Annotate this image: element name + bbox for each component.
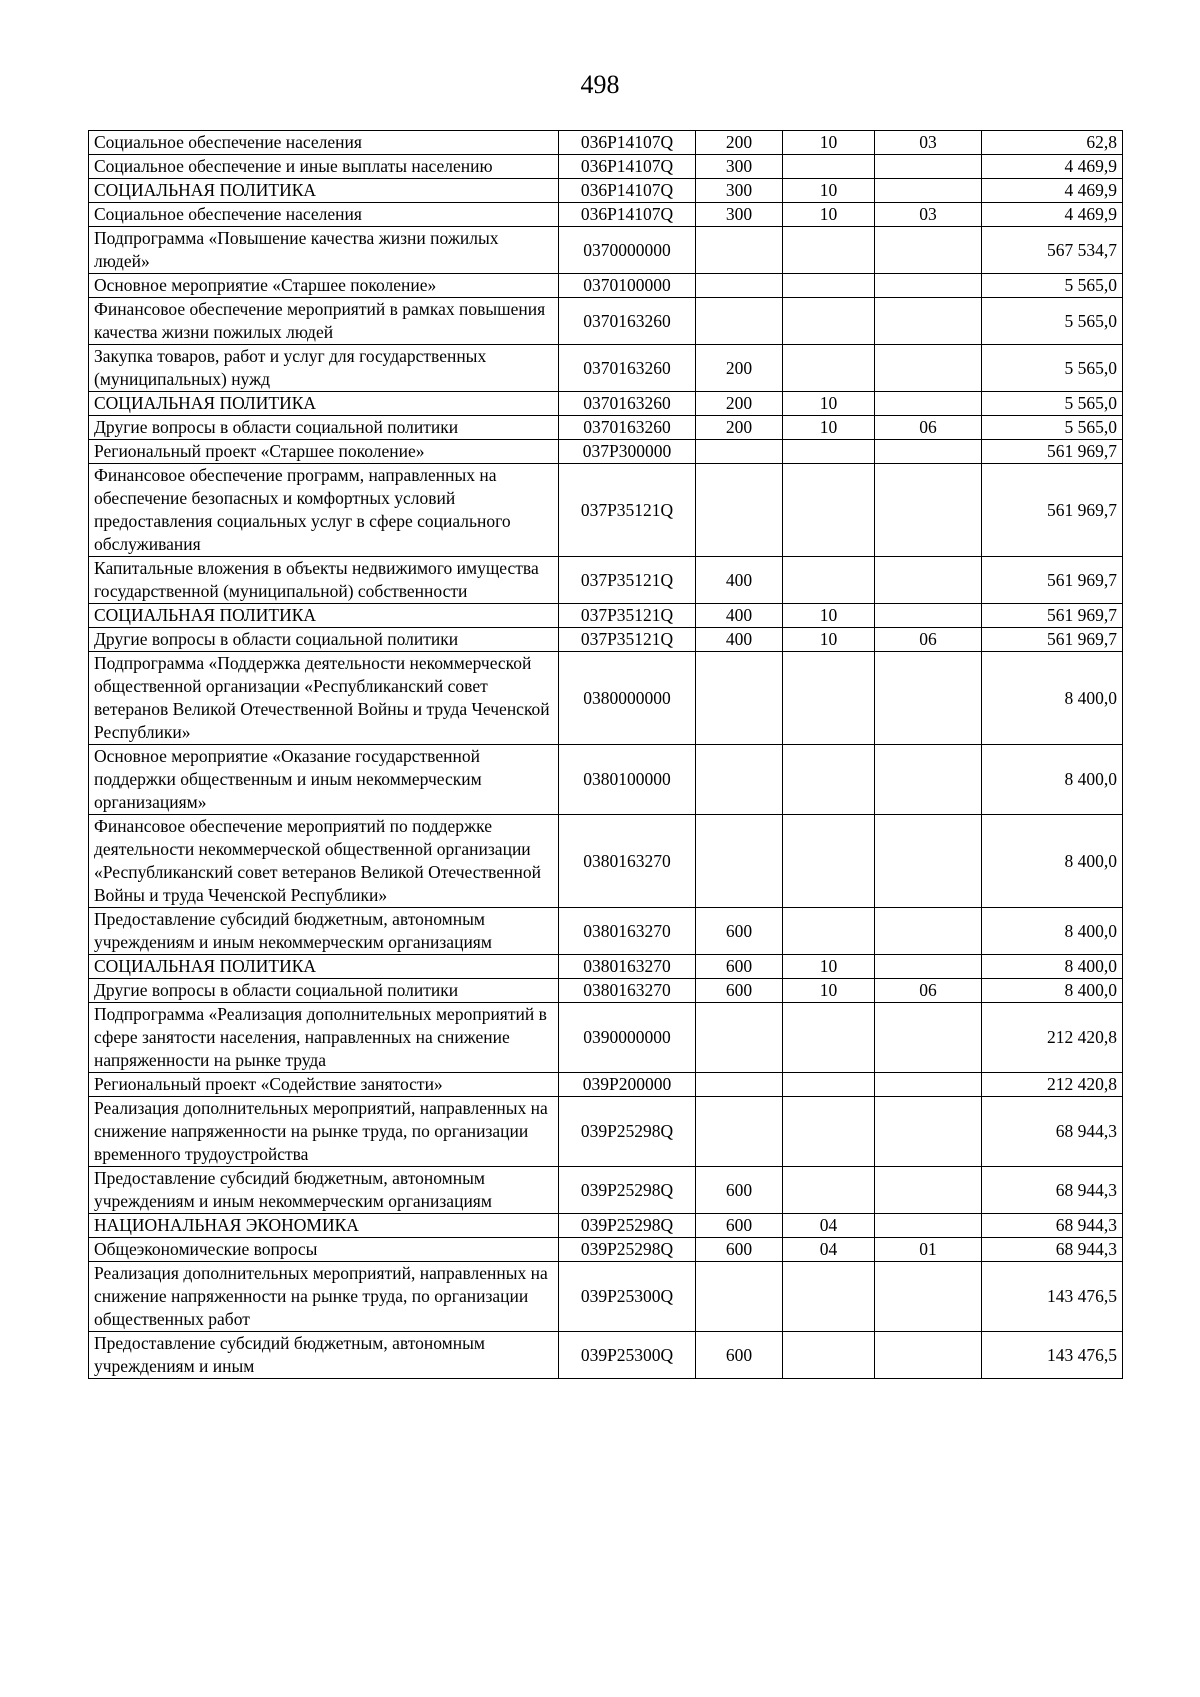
table-row — [89, 345, 1123, 392]
row-subsection — [875, 155, 982, 179]
row-target-code: 0370163260 — [559, 392, 696, 416]
budget-table — [88, 130, 1123, 1379]
row-target-code: 0370000000 — [559, 227, 696, 274]
row-target-code: 039P25298Q — [559, 1167, 696, 1214]
row-subsection — [875, 1214, 982, 1238]
row-target-code: 0380163270 — [559, 955, 696, 979]
row-target-code: 037P35121Q — [559, 557, 696, 604]
row-subsection — [875, 392, 982, 416]
row-expense-type: 600 — [696, 1332, 783, 1379]
row-target-code: 0390000000 — [559, 1003, 696, 1073]
row-target-code: 0370100000 — [559, 274, 696, 298]
row-expense-type: 600 — [696, 1238, 783, 1262]
row-name: НАЦИОНАЛЬНАЯ ЭКОНОМИКА — [89, 1214, 559, 1238]
row-name: Подпрограмма «Поддержка деятельности некоммерческой общественной организации «Республиканский совет ветеранов Великой Отечественной Войны и труда Чеченской Республики» — [89, 652, 559, 745]
row-subsection — [875, 464, 982, 557]
row-amount: 8 400,0 — [982, 652, 1123, 745]
row-expense-type — [696, 1073, 783, 1097]
row-target-code: 039P200000 — [559, 1073, 696, 1097]
table-row — [89, 745, 1123, 815]
row-section: 10 — [783, 979, 875, 1003]
row-name: Основное мероприятие «Старшее поколение» — [89, 274, 559, 298]
row-section — [783, 274, 875, 298]
row-name: Другие вопросы в области социальной политики — [89, 416, 559, 440]
row-target-code: 0380000000 — [559, 652, 696, 745]
row-amount: 68 944,3 — [982, 1167, 1123, 1214]
row-amount: 8 400,0 — [982, 745, 1123, 815]
table-row — [89, 1167, 1123, 1214]
row-expense-type — [696, 745, 783, 815]
row-section — [783, 1003, 875, 1073]
row-expense-type: 200 — [696, 131, 783, 155]
row-subsection — [875, 955, 982, 979]
row-name: Финансовое обеспечение мероприятий по поддержке деятельности некоммерческой общественной организации «Республиканский совет ветеранов Великой Отечественной Войны и труда Чеченской Республики» — [89, 815, 559, 908]
row-amount: 5 565,0 — [982, 298, 1123, 345]
row-subsection — [875, 1167, 982, 1214]
row-subsection — [875, 1262, 982, 1332]
row-target-code: 0370163260 — [559, 416, 696, 440]
table-row — [89, 1097, 1123, 1167]
row-section — [783, 227, 875, 274]
row-section: 10 — [783, 203, 875, 227]
row-subsection — [875, 345, 982, 392]
row-name: Капитальные вложения в объекты недвижимого имущества государственной (муниципальной) собственности — [89, 557, 559, 604]
row-expense-type: 600 — [696, 955, 783, 979]
row-name: Социальное обеспечение населения — [89, 131, 559, 155]
row-subsection — [875, 179, 982, 203]
row-amount: 5 565,0 — [982, 392, 1123, 416]
table-row — [89, 908, 1123, 955]
page-number: 498 — [580, 70, 620, 99]
table-row — [89, 274, 1123, 298]
row-section: 04 — [783, 1214, 875, 1238]
row-section: 10 — [783, 392, 875, 416]
row-expense-type — [696, 815, 783, 908]
row-target-code: 037P35121Q — [559, 604, 696, 628]
row-expense-type — [696, 298, 783, 345]
row-expense-type: 600 — [696, 1167, 783, 1214]
row-expense-type: 200 — [696, 392, 783, 416]
row-amount: 4 469,9 — [982, 179, 1123, 203]
row-section — [783, 464, 875, 557]
row-name: Основное мероприятие «Оказание государственной поддержки общественным и иным некоммерческим организациям» — [89, 745, 559, 815]
row-target-code: 0380163270 — [559, 979, 696, 1003]
row-subsection: 06 — [875, 979, 982, 1003]
table-row — [89, 1238, 1123, 1262]
row-expense-type: 200 — [696, 416, 783, 440]
row-subsection: 03 — [875, 131, 982, 155]
row-amount: 68 944,3 — [982, 1097, 1123, 1167]
row-expense-type: 600 — [696, 1214, 783, 1238]
row-expense-type: 300 — [696, 155, 783, 179]
row-subsection — [875, 652, 982, 745]
row-name: Закупка товаров, работ и услуг для государственных (муниципальных) нужд — [89, 345, 559, 392]
row-target-code: 0370163260 — [559, 345, 696, 392]
row-target-code: 039P25298Q — [559, 1097, 696, 1167]
row-subsection — [875, 745, 982, 815]
table-row — [89, 298, 1123, 345]
row-amount: 567 534,7 — [982, 227, 1123, 274]
row-section — [783, 440, 875, 464]
row-subsection — [875, 815, 982, 908]
row-amount: 8 400,0 — [982, 955, 1123, 979]
row-subsection — [875, 1097, 982, 1167]
row-amount: 5 565,0 — [982, 274, 1123, 298]
row-expense-type: 300 — [696, 179, 783, 203]
row-subsection: 03 — [875, 203, 982, 227]
row-target-code: 0380163270 — [559, 908, 696, 955]
row-amount: 4 469,9 — [982, 155, 1123, 179]
row-amount: 561 969,7 — [982, 440, 1123, 464]
row-target-code: 0370163260 — [559, 298, 696, 345]
row-subsection: 06 — [875, 628, 982, 652]
table-row — [89, 1214, 1123, 1238]
row-expense-type — [696, 274, 783, 298]
row-section: 10 — [783, 628, 875, 652]
row-amount: 68 944,3 — [982, 1214, 1123, 1238]
row-target-code: 037P35121Q — [559, 628, 696, 652]
table-row — [89, 179, 1123, 203]
row-target-code: 036P14107Q — [559, 203, 696, 227]
row-amount: 5 565,0 — [982, 345, 1123, 392]
row-section — [783, 1262, 875, 1332]
row-amount: 8 400,0 — [982, 908, 1123, 955]
table-row — [89, 227, 1123, 274]
row-subsection — [875, 440, 982, 464]
row-expense-type — [696, 652, 783, 745]
row-expense-type: 400 — [696, 604, 783, 628]
row-amount: 212 420,8 — [982, 1003, 1123, 1073]
row-subsection — [875, 1332, 982, 1379]
table-row — [89, 628, 1123, 652]
row-subsection — [875, 604, 982, 628]
row-section — [783, 155, 875, 179]
row-section: 10 — [783, 131, 875, 155]
row-expense-type — [696, 464, 783, 557]
table-row — [89, 604, 1123, 628]
row-name: Реализация дополнительных мероприятий, направленных на снижение напряженности на рынке труда, по организации общественных работ — [89, 1262, 559, 1332]
row-name: СОЦИАЛЬНАЯ ПОЛИТИКА — [89, 179, 559, 203]
row-target-code: 036P14107Q — [559, 155, 696, 179]
table-row — [89, 131, 1123, 155]
row-name: Подпрограмма «Повышение качества жизни пожилых людей» — [89, 227, 559, 274]
row-section — [783, 1332, 875, 1379]
row-subsection — [875, 1003, 982, 1073]
row-name: Общеэкономические вопросы — [89, 1238, 559, 1262]
table-row — [89, 392, 1123, 416]
row-target-code: 036P14107Q — [559, 131, 696, 155]
row-amount: 143 476,5 — [982, 1262, 1123, 1332]
row-amount: 8 400,0 — [982, 979, 1123, 1003]
row-name: СОЦИАЛЬНАЯ ПОЛИТИКА — [89, 955, 559, 979]
row-subsection — [875, 298, 982, 345]
row-section: 10 — [783, 416, 875, 440]
row-section: 10 — [783, 604, 875, 628]
row-expense-type: 200 — [696, 345, 783, 392]
row-section — [783, 745, 875, 815]
table-row — [89, 203, 1123, 227]
row-target-code: 039P25300Q — [559, 1332, 696, 1379]
row-amount: 68 944,3 — [982, 1238, 1123, 1262]
row-amount: 5 565,0 — [982, 416, 1123, 440]
row-name: Реализация дополнительных мероприятий, направленных на снижение напряженности на рынке труда, по организации временного трудоустройства — [89, 1097, 559, 1167]
row-name: Подпрограмма «Реализация дополнительных мероприятий в сфере занятости населения, направленных на снижение напряженности на рынке труда — [89, 1003, 559, 1073]
table-row — [89, 652, 1123, 745]
table-row — [89, 1332, 1123, 1379]
row-name: Предоставление субсидий бюджетным, автономным учреждениям и иным — [89, 1332, 559, 1379]
row-section — [783, 345, 875, 392]
row-name: Региональный проект «Старшее поколение» — [89, 440, 559, 464]
row-expense-type: 400 — [696, 628, 783, 652]
row-subsection: 06 — [875, 416, 982, 440]
row-subsection — [875, 227, 982, 274]
budget-table-body — [89, 131, 1123, 1379]
row-subsection — [875, 557, 982, 604]
row-expense-type: 400 — [696, 557, 783, 604]
row-section — [783, 557, 875, 604]
row-section — [783, 908, 875, 955]
table-row — [89, 1262, 1123, 1332]
table-row — [89, 979, 1123, 1003]
row-target-code: 037P35121Q — [559, 464, 696, 557]
row-section — [783, 1073, 875, 1097]
row-subsection: 01 — [875, 1238, 982, 1262]
row-target-code: 037P300000 — [559, 440, 696, 464]
row-section: 04 — [783, 1238, 875, 1262]
row-name: Предоставление субсидий бюджетным, автономным учреждениям и иным некоммерческим организациям — [89, 1167, 559, 1214]
row-expense-type: 300 — [696, 203, 783, 227]
row-expense-type — [696, 1097, 783, 1167]
row-expense-type — [696, 1262, 783, 1332]
row-subsection — [875, 908, 982, 955]
row-subsection — [875, 274, 982, 298]
row-subsection — [875, 1073, 982, 1097]
row-amount: 143 476,5 — [982, 1332, 1123, 1379]
row-amount: 561 969,7 — [982, 604, 1123, 628]
row-target-code: 0380100000 — [559, 745, 696, 815]
row-section — [783, 652, 875, 745]
row-amount: 561 969,7 — [982, 628, 1123, 652]
row-name: Предоставление субсидий бюджетным, автономным учреждениям и иным некоммерческим организациям — [89, 908, 559, 955]
row-name: СОЦИАЛЬНАЯ ПОЛИТИКА — [89, 392, 559, 416]
row-expense-type — [696, 227, 783, 274]
table-row — [89, 416, 1123, 440]
row-expense-type — [696, 1003, 783, 1073]
row-expense-type: 600 — [696, 979, 783, 1003]
row-section — [783, 1167, 875, 1214]
row-expense-type — [696, 440, 783, 464]
row-expense-type: 600 — [696, 908, 783, 955]
table-row — [89, 440, 1123, 464]
table-row — [89, 464, 1123, 557]
row-name: Социальное обеспечение населения — [89, 203, 559, 227]
row-name: Финансовое обеспечение мероприятий в рамках повышения качества жизни пожилых людей — [89, 298, 559, 345]
row-section: 10 — [783, 955, 875, 979]
row-target-code: 036P14107Q — [559, 179, 696, 203]
row-name: СОЦИАЛЬНАЯ ПОЛИТИКА — [89, 604, 559, 628]
row-amount: 561 969,7 — [982, 557, 1123, 604]
row-target-code: 039P25298Q — [559, 1214, 696, 1238]
row-name: Финансовое обеспечение программ, направленных на обеспечение безопасных и комфортных условий предоставления социальных услуг в сфере социального обслуживания — [89, 464, 559, 557]
table-row — [89, 1003, 1123, 1073]
row-section — [783, 298, 875, 345]
row-name: Другие вопросы в области социальной политики — [89, 628, 559, 652]
table-row — [89, 955, 1123, 979]
row-section — [783, 1097, 875, 1167]
table-row — [89, 557, 1123, 604]
table-row — [89, 815, 1123, 908]
row-amount: 561 969,7 — [982, 464, 1123, 557]
row-target-code: 039P25300Q — [559, 1262, 696, 1332]
row-amount: 212 420,8 — [982, 1073, 1123, 1097]
row-name: Социальное обеспечение и иные выплаты населению — [89, 155, 559, 179]
row-name: Другие вопросы в области социальной политики — [89, 979, 559, 1003]
row-amount: 8 400,0 — [982, 815, 1123, 908]
row-target-code: 039P25298Q — [559, 1238, 696, 1262]
row-section: 10 — [783, 179, 875, 203]
table-row — [89, 1073, 1123, 1097]
row-amount: 4 469,9 — [982, 203, 1123, 227]
row-section — [783, 815, 875, 908]
row-target-code: 0380163270 — [559, 815, 696, 908]
row-amount: 62,8 — [982, 131, 1123, 155]
table-row — [89, 155, 1123, 179]
row-name: Региональный проект «Содействие занятости» — [89, 1073, 559, 1097]
